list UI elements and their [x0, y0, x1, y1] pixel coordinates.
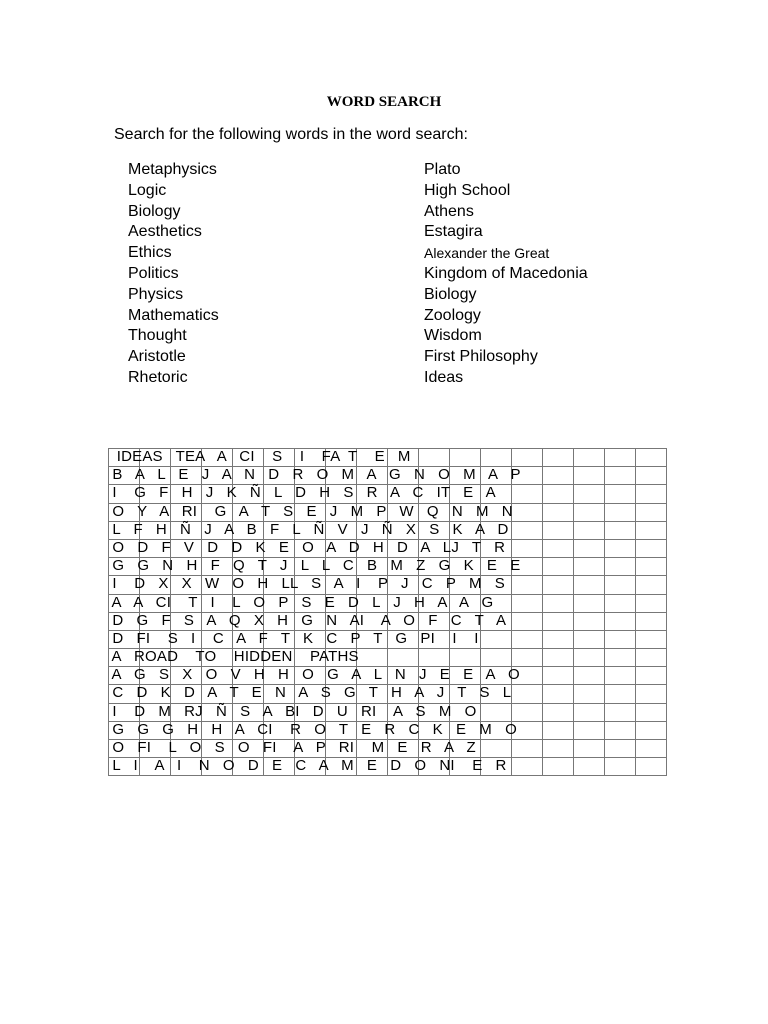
word-list-item: [410, 326, 588, 347]
word-list-item: [114, 160, 219, 181]
worksheet-title: WORD SEARCH: [326, 94, 442, 110]
word-list-item: [410, 368, 588, 389]
word-list-item: [114, 306, 219, 327]
word-label: First Philosophy: [424, 348, 538, 366]
grid-row: G G G H H A CI R O T E R C K E M O: [108, 720, 517, 738]
word-list-item: [114, 326, 219, 347]
word-list-item: [410, 181, 588, 202]
word-list-item: [410, 285, 588, 306]
word-list-left: [114, 160, 219, 389]
word-list-item: [114, 243, 219, 264]
word-label: Kingdom of Macedonia: [424, 264, 588, 282]
instruction-text: Search for the following words in the word search:: [114, 126, 468, 143]
word-search-letters: [108, 448, 708, 775]
word-list-item: [410, 222, 588, 243]
word-label: Metaphysics: [128, 161, 217, 178]
word-label: Wisdom: [424, 327, 482, 345]
word-label: Logic: [128, 181, 167, 199]
word-list-item: [410, 202, 588, 223]
grid-row: D G F S A Q X H G N AI A O F C T A: [108, 611, 507, 629]
word-label: Biology: [128, 202, 181, 220]
word-label: Biology: [424, 285, 477, 303]
word-label: Thought: [128, 327, 187, 345]
word-list-item: [114, 181, 219, 202]
grid-row: G G N H F Q T J L L C B M Z G K E E: [108, 557, 521, 575]
word-list-item: [410, 306, 588, 327]
word-label: Ethics: [128, 244, 172, 262]
word-label: Physics: [128, 285, 184, 303]
grid-row: A G S X O V H H O G A L N J E E A O: [108, 666, 520, 684]
grid-row: L F H Ñ J A B F L Ñ V J Ñ X S K A D: [108, 520, 509, 538]
grid-row: L I A I N O D E C A M E D O NI E R: [108, 757, 507, 775]
word-list-item: [410, 347, 588, 368]
grid-row: C D K D A T E N A S G T H A J T S L: [108, 684, 512, 702]
word-list-right: [410, 160, 588, 389]
grid-row: O D F V D D K E O A D H D A LJ T R: [108, 538, 506, 556]
word-list-item: [114, 347, 219, 368]
word-label: Ideas: [424, 368, 464, 386]
word-list-item: [410, 264, 588, 285]
grid-row: O Y A RI G A T S E J M P W Q N M N: [108, 502, 513, 520]
grid-row: I G F H J K Ñ L D H S R A C IT E A: [108, 484, 496, 502]
word-list-item: [114, 285, 219, 306]
word-list-item: [114, 222, 219, 243]
word-list-item: [410, 243, 588, 264]
word-label: Estagira: [424, 223, 483, 241]
word-label: Zoology: [424, 306, 481, 324]
grid-row: I D M RJ Ñ S A BI D U RI A S M O: [108, 702, 477, 720]
word-label: Rhetoric: [128, 368, 188, 386]
word-label: Plato: [424, 161, 461, 178]
grid-row: I D X X W O H LL S A I P J C P M S: [108, 575, 505, 593]
word-label: Aesthetics: [128, 223, 202, 241]
grid-row: A A CI T I L O P S E D L J H A A G: [108, 593, 494, 611]
grid-row: A ROAD TO HIDDEN PATHS: [108, 648, 359, 666]
word-list-item: [114, 202, 219, 223]
word-label: High School: [424, 181, 511, 199]
word-list-item: [410, 160, 588, 181]
word-label: Aristotle: [128, 348, 186, 366]
word-label: Politics: [128, 264, 179, 282]
word-list-item: [114, 264, 219, 285]
grid-row: B A L E J A N D R O M A G N O M A P: [108, 466, 521, 484]
word-list-item: [114, 368, 219, 389]
grid-row: IDEAS TEA A CI S I FA T E M: [108, 448, 411, 465]
word-label: Alexander the Great: [424, 245, 550, 262]
word-label: Mathematics: [128, 306, 219, 324]
grid-row: O FI L O S O FI A P RI M E R A Z: [108, 739, 476, 756]
word-label: Athens: [424, 202, 474, 220]
grid-row: D FI S I C A F T K C P T G PI I I: [108, 629, 479, 647]
